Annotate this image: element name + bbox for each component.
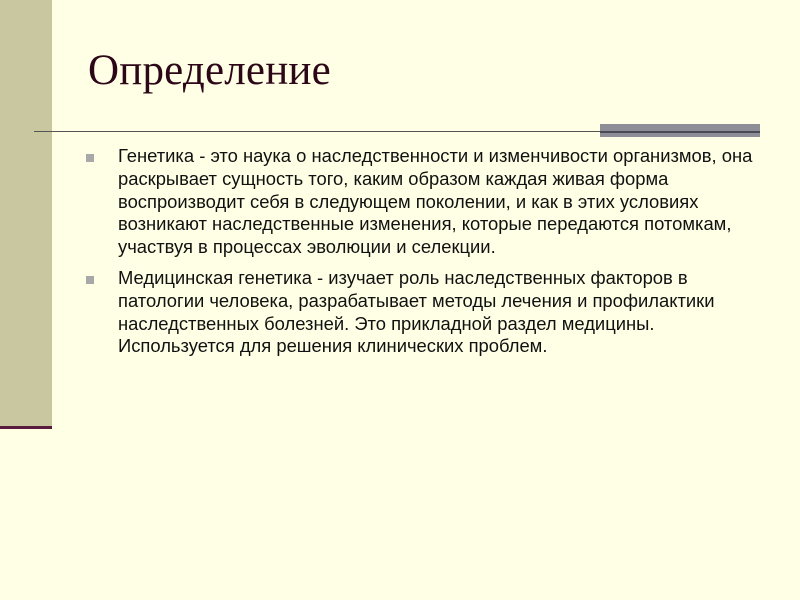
square-bullet-icon <box>86 154 94 162</box>
bullet-item-genetics <box>86 145 756 259</box>
left-band-underline <box>0 426 52 429</box>
bullet-text-genetics: Генетика - это наука о наследственности и изменчивости организмов, она раскрывает сущность того, каким образом каждая живая форма воспроизводит себя в следующем поколении, и как в этих условиях возникают наследственные изменения, которые передаются потомкам, участвуя в процессах эволюции и селекции. <box>118 145 753 258</box>
title-accent-line <box>600 131 760 133</box>
left-decorative-band <box>0 0 52 426</box>
slide-title: Определение <box>88 47 331 94</box>
square-bullet-icon <box>86 276 94 284</box>
title-divider <box>34 131 600 132</box>
bullet-item-medical-genetics <box>86 267 756 358</box>
content-area <box>86 145 756 366</box>
bullet-text-medical-genetics: Медицинская генетика - изучает роль наследственных факторов в патологии человека, разрабатывает методы лечения и профилактики наследственных болезней. Это прикладной раздел медицины. Используется для решения клинических проблем. <box>118 266 715 357</box>
